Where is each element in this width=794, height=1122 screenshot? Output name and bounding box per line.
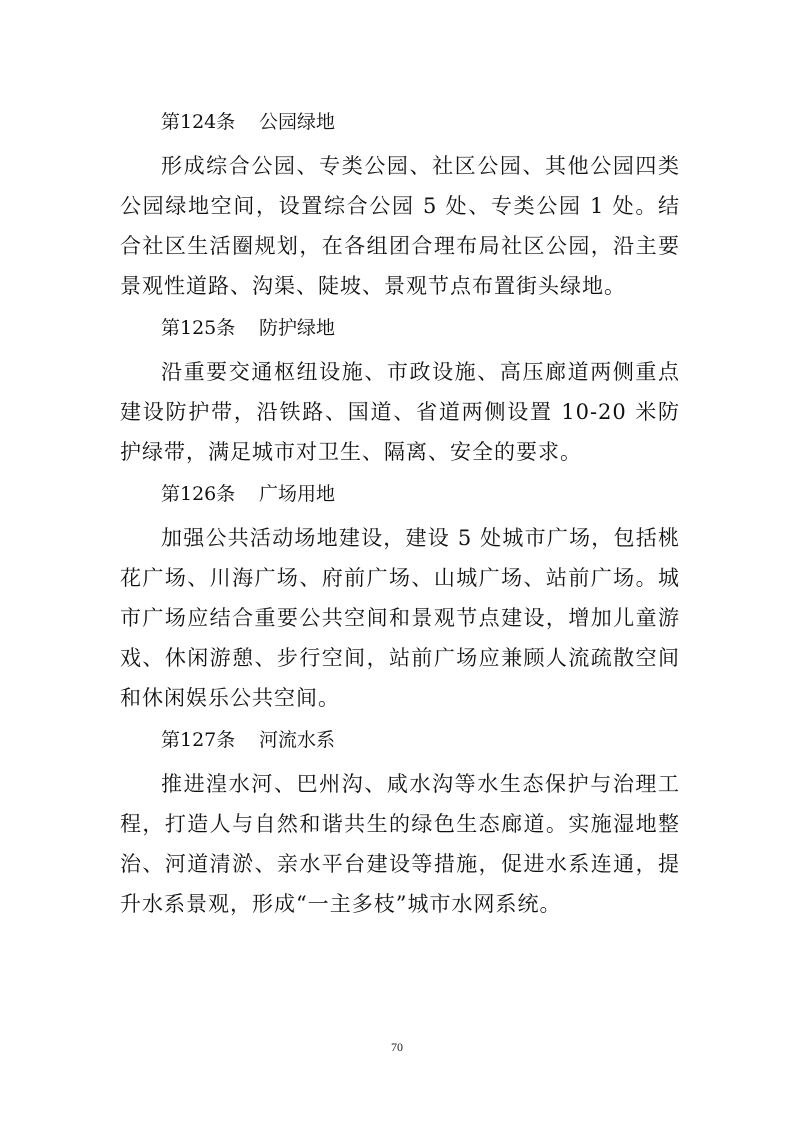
article-126-heading: [120, 476, 680, 512]
article-125-paragraph: 沿重要交通枢纽设施、市政设施、高压廊道两侧重点建设防护带，沿铁路、国道、省道两侧设置 10-20 米防护绿带，满足城市对卫生、隔离、安全的要求。: [120, 360, 680, 464]
article-title: 河流水系: [259, 729, 336, 751]
article-127-paragraph: 推进湟水河、巴州沟、咸水沟等水生态保护与治理工程，打造人与自然和谐共生的绿色生态廊道。实施湿地整治、河道清淤、亲水平台建设等措施，促进水系连通，提升水系景观，形成“一主多枝”城市水网系统。: [120, 772, 680, 916]
document-body: [120, 104, 680, 928]
article-125-heading: [120, 310, 680, 346]
article-title: 公园绿地: [259, 111, 336, 133]
article-126-paragraph: 加强公共活动场地建设，建设 5 处城市广场，包括桃花广场、川海广场、府前广场、山城广场、站前广场。城市广场应结合重要公共空间和景观节点建设，增加儿童游戏、休闲游憩、步行空间，站前广场应兼顾人流疏散空间和休闲娱乐公共空间。: [120, 526, 680, 710]
article-title: 防护绿地: [259, 317, 336, 339]
article-number: 第126条: [161, 483, 236, 505]
article-number: 第124条: [161, 111, 236, 133]
article-number: 第127条: [161, 729, 236, 751]
article-124-paragraph: 形成综合公园、专类公园、社区公园、其他公园四类公园绿地空间，设置综合公园 5 处、专类公园 1 处。结合社区生活圈规划，在各组团合理布局社区公园，沿主要景观性道路、沟渠、陡坡、景观节点布置街头绿地。: [120, 154, 680, 298]
article-127-heading: [120, 722, 680, 758]
article-number: 第125条: [161, 317, 236, 339]
page-number: 70: [391, 1040, 403, 1054]
article-title: 广场用地: [259, 483, 336, 505]
article-124-heading: [120, 104, 680, 140]
